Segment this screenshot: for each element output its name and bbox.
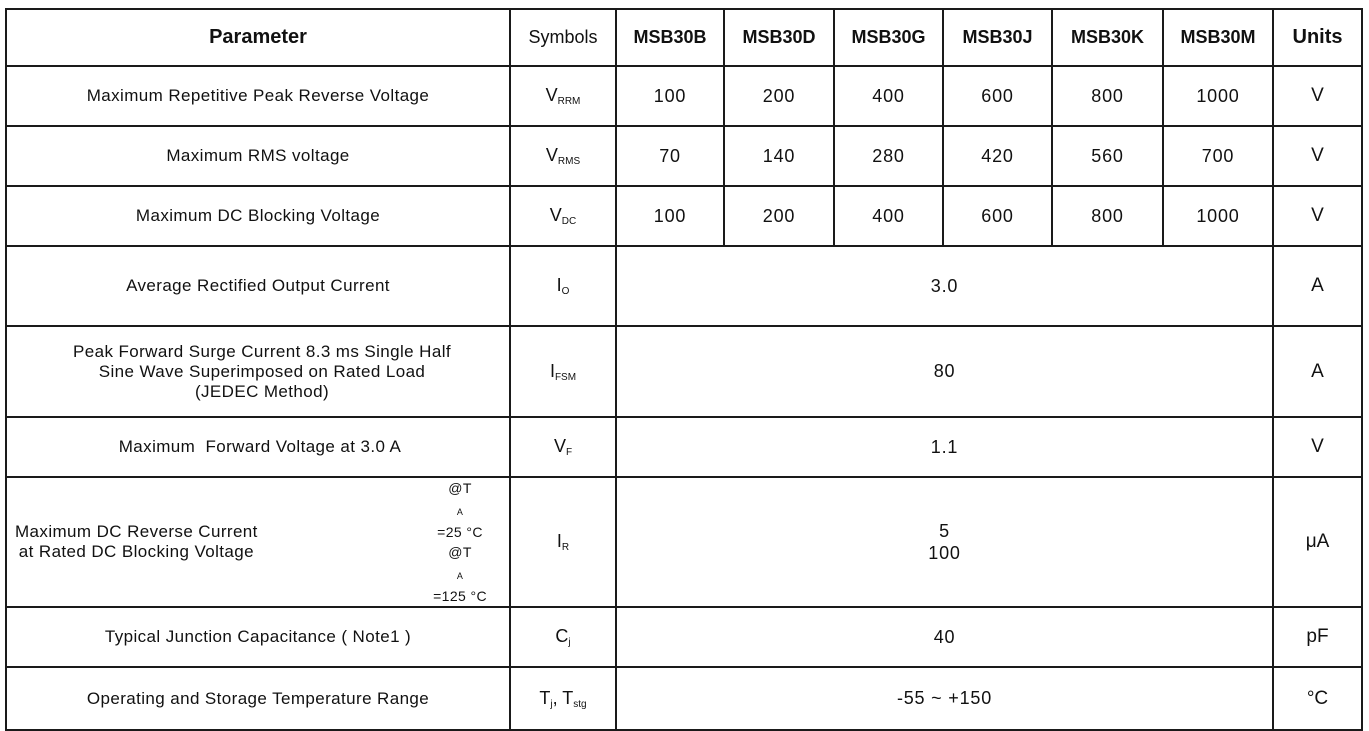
parameter-cell: Maximum DC Reverse Current at Rated DC Blocking Voltage @T $_A$ =25 °C @T $_A$ =125 °C	[6, 477, 510, 607]
value-cell: 600	[943, 66, 1052, 126]
value-cell: 1000	[1163, 186, 1273, 246]
value-cell: 1.1	[616, 417, 1273, 477]
parameter-header: Parameter	[6, 9, 510, 66]
parameter-cell: Maximum Repetitive Peak Reverse Voltage	[6, 66, 510, 126]
unit-cell: μA	[1273, 477, 1362, 607]
test-conditions: @T $_A$ =25 °C @T $_A$ =125 °C	[433, 480, 487, 604]
symbol-cell: $C_j$	[510, 607, 616, 667]
value-cell: 560	[1052, 126, 1163, 186]
header-row	[6, 9, 1362, 66]
symbol-cell: $I_{FSM}$	[510, 326, 616, 417]
value-cell: 40	[616, 607, 1273, 667]
parameter-cell: Maximum Forward Voltage at 3.0 A	[6, 417, 510, 477]
table-row-ir	[6, 477, 1362, 607]
value-cell: 800	[1052, 186, 1163, 246]
value-cell: 3.0	[616, 246, 1273, 326]
symbol-cell: $V_F$	[510, 417, 616, 477]
value-cell: 1000	[1163, 66, 1273, 126]
model-header: MSB30D	[724, 9, 834, 66]
symbol-cell: $V_{RMS}$	[510, 126, 616, 186]
value-cell: 600	[943, 186, 1052, 246]
table-row-vdc	[6, 186, 1362, 246]
unit-cell: V	[1273, 186, 1362, 246]
table-row-vrrm	[6, 66, 1362, 126]
unit-cell: V	[1273, 66, 1362, 126]
value-cell: 400	[834, 186, 943, 246]
model-header: MSB30J	[943, 9, 1052, 66]
ratings-table	[5, 8, 1363, 731]
value-cell: 100	[616, 186, 724, 246]
parameter-cell: Typical Junction Capacitance ( Note1 )	[6, 607, 510, 667]
parameter-cell: Operating and Storage Temperature Range	[6, 667, 510, 730]
units-header: Units	[1273, 9, 1362, 66]
symbol-cell: $I_O$	[510, 246, 616, 326]
value-cell: 280	[834, 126, 943, 186]
value-cell: 5 100	[616, 477, 1273, 607]
model-header: MSB30B	[616, 9, 724, 66]
symbol-cell: $V_{DC}$	[510, 186, 616, 246]
symbol-cell: $V_{RRM}$	[510, 66, 616, 126]
value-cell: 420	[943, 126, 1052, 186]
table-row-vrms	[6, 126, 1362, 186]
unit-cell: pF	[1273, 607, 1362, 667]
symbols-header: Symbols	[510, 9, 616, 66]
unit-cell: A	[1273, 326, 1362, 417]
parameter-cell: Peak Forward Surge Current 8.3 ms Single Half Sine Wave Superimposed on Rated Load (JEDEC Method)	[6, 326, 510, 417]
unit-cell: V	[1273, 126, 1362, 186]
value-cell: 70	[616, 126, 724, 186]
table-row-ifsm	[6, 326, 1362, 417]
value-cell: 200	[724, 186, 834, 246]
table-row-io	[6, 246, 1362, 326]
parameter-cell: Maximum RMS voltage	[6, 126, 510, 186]
unit-cell: V	[1273, 417, 1362, 477]
unit-cell: °C	[1273, 667, 1362, 730]
value-cell: 800	[1052, 66, 1163, 126]
model-header: MSB30G	[834, 9, 943, 66]
value-cell: 80	[616, 326, 1273, 417]
table-row-temp	[6, 667, 1362, 730]
parameter-cell: Maximum DC Blocking Voltage	[6, 186, 510, 246]
unit-cell: A	[1273, 246, 1362, 326]
model-header: MSB30M	[1163, 9, 1273, 66]
parameter-cell: Average Rectified Output Current	[6, 246, 510, 326]
value-cell: 200	[724, 66, 834, 126]
symbol-cell: $T_j$, $T_{stg}$	[510, 667, 616, 730]
value-cell: 100	[616, 66, 724, 126]
model-header: MSB30K	[1052, 9, 1163, 66]
value-cell: 140	[724, 126, 834, 186]
table-row-vf	[6, 417, 1362, 477]
table-row-cj	[6, 607, 1362, 667]
value-cell: -55 ~ +150	[616, 667, 1273, 730]
value-cell: 700	[1163, 126, 1273, 186]
value-cell: 400	[834, 66, 943, 126]
symbol-cell: $I_R$	[510, 477, 616, 607]
